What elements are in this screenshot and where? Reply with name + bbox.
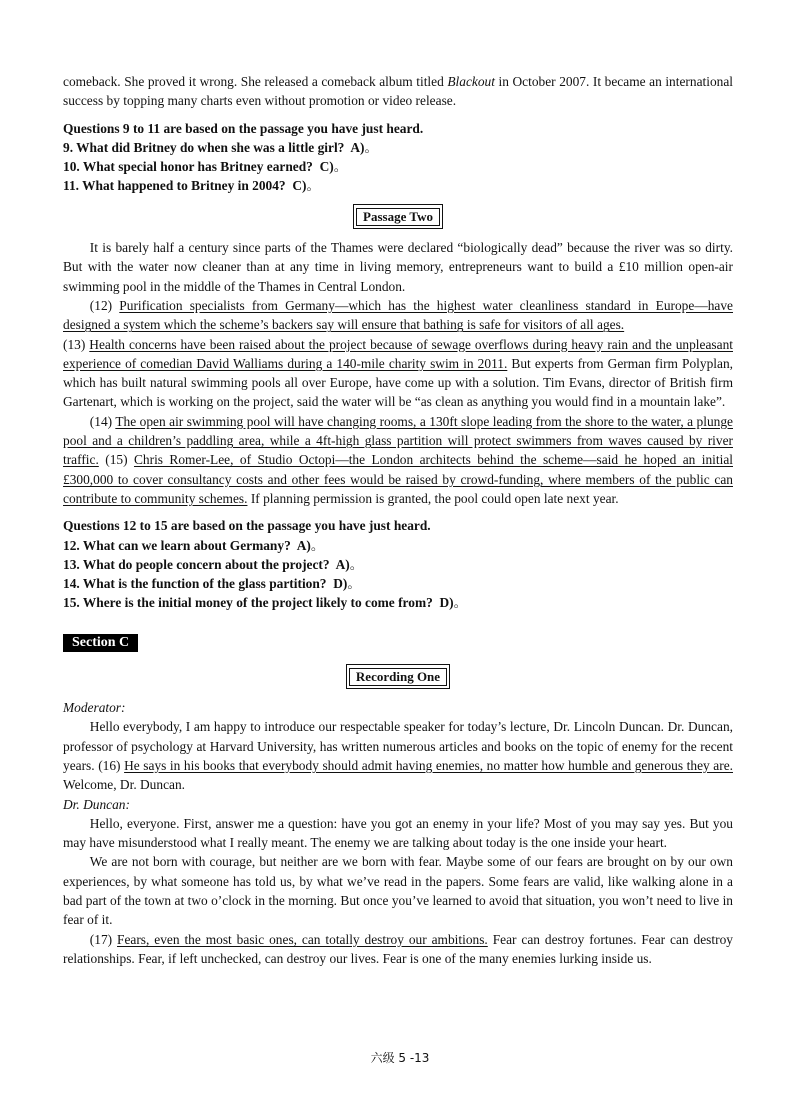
duncan-label: Dr. Duncan: (63, 796, 130, 812)
duncan-paragraph: Hello, everyone. First, answer me a question: have you got an enemy in your life? Most of you may say yes. But you may have misunderstood what I really meant. The enemy we are talking about today is the one inside your heart. (63, 815, 733, 851)
answer-letter: D) (439, 595, 454, 611)
underlined-answer-13: Health concerns have been raised about the project because of sewage overflows during heavy rain and the unpleasant experience of comedian David Walliams during a 140-mile charity swim in 2011. (63, 336, 733, 371)
moderator-paragraph: Hello everybody, I am happy to introduce our respectable speaker for today’s lecture, Dr. Lincoln Duncan. Dr. Duncan, professor of psychology at Harvard University, has written numerous articles and books on the topic of enemy for the recent years. (16) He says in his books that everybody should admit having enemies, no matter how humble and generous they are. Welcome, Dr. Duncan. (63, 719, 733, 793)
album-title: Blackout (447, 74, 495, 89)
answer-letter: A) (350, 139, 365, 155)
question-item: 15. Where is the initial money of the project likely to come from? D)。 (63, 595, 468, 611)
moderator-label: Moderator: (63, 700, 126, 716)
passage-paragraph: (12) Purification specialists from Germany—which has the highest water cleanliness standard in Europe—have designed a system which the scheme’s backers say will ensure that bathing is safe for visitors of all ages. (63, 297, 733, 333)
recording-one-title-box (346, 664, 450, 689)
answer-letter: C) (292, 178, 307, 194)
document-page (63, 72, 733, 968)
passage-paragraph: (14) The open air swimming pool will have changing rooms, a 130ft slope leading from the shore to the water, a plunge pool and a children’s paddling area, while a 4ft-high glass partition will protect swimmers from waves caused by river traffic. (15) Chris Romer-Lee, of Studio Octopi—the London architects behind the scheme—said he hoped an initial £300,000 to cover consultancy costs and other fees would be raised by crowd-funding, where members of the public can contribute to community schemes. If planning permission is granted, the pool could open late next year. (63, 413, 733, 506)
passage-paragraph: It is barely half a century since parts of the Thames were declared “biologically dead” because the river was so dirty. But with the water now cleaner than at any time in living memory, entrepreneurs want to build a £10 million open-air swimming pool in the middle of the Thames in Central London. (63, 240, 733, 294)
underlined-answer-14: The open air swimming pool will have changing rooms, a 130ft slope leading from the shore to the water, a plunge pool and a children’s paddling area, while a 4ft-high glass partition will protect swimmers from waves caused by river traffic. (63, 413, 733, 468)
underlined-answer-15: Chris Romer-Lee, of Studio Octopi—the London architects behind the scheme—said he hoped an initial £300,000 to cover consultancy costs and other fees would be raised by crowd-funding, where members of the public can contribute to community schemes. (63, 452, 733, 506)
question-item: 13. What do people concern about the project? A)。 (63, 556, 364, 572)
questions-9-11-header: Questions 9 to 11 are based on the passage you have just heard. (63, 120, 424, 136)
page-footer: 六级 5 -13 (370, 1051, 430, 1065)
duncan-paragraph: (17) Fears, even the most basic ones, can totally destroy our ambitions. Fear can destroy fortunes. Fear can destroy relationships. Fear, if left unchecked, can destroy our lives. Fear is one of the many enemies lurking inside us. (63, 931, 733, 966)
recording-one-title: Recording One (349, 668, 447, 686)
question-item: 12. What can we learn about Germany? A)。 (63, 537, 325, 553)
passage-two-title: Passage Two (356, 208, 440, 226)
answer-letter: A) (296, 537, 311, 553)
question-item: 11. What happened to Britney in 2004? C)。 (63, 178, 320, 194)
section-c-label: Section C (63, 634, 138, 652)
underlined-answer-12: Purification specialists from Germany—which has the highest water cleanliness standard in Europe—have designed a system which the scheme’s backers say will ensure that bathing is safe for visitors of all ages. (63, 297, 733, 333)
intro-paragraph: comeback. She proved it wrong. She released a comeback album titled Blackout in October 2007. It became an international success by topping many charts even without promotion or video release. (63, 74, 734, 109)
answer-letter: C) (319, 159, 334, 175)
underlined-answer-16: He says in his books that everybody should admit having enemies, no matter how humble and generous they are. (124, 757, 733, 773)
duncan-paragraph: We are not born with courage, but neither are we born with fear. Maybe some of our fears are brought on by our own experiences, by what someone has told us, by what we’ve read in the papers. Some fears are valid, like walking alone in a bad part of the town at two o’clock in the morning. But once you’ve learned to avoid that situation, you won’t need to live in fear of it. (63, 854, 733, 928)
question-item: 14. What is the function of the glass partition? D)。 (63, 576, 361, 592)
passage-paragraph: (13) Health concerns have been raised about the project because of sewage overflows during heavy rain and the unpleasant experience of comedian David Walliams during a 140-mile charity swim in 2011. But experts from German firm Polyplan, which has built natural swimming pools all over Europe, have come up with a solution. Tim Evans, director of British firm Gartenart, which is working on the project, said the water will be “as clean as anything you would find in a mountain lake”. (63, 336, 733, 410)
answer-letter: A) (335, 556, 350, 572)
question-item: 10. What special honor has Britney earned? C)。 (63, 159, 348, 175)
answer-letter: D) (333, 576, 348, 592)
passage-two-title-box (353, 204, 443, 229)
question-item: 9. What did Britney do when she was a little girl? A)。 (63, 139, 378, 155)
questions-12-15-header: Questions 12 to 15 are based on the passage you have just heard. (63, 518, 431, 534)
underlined-answer-17: Fears, even the most basic ones, can totally destroy our ambitions. (117, 931, 488, 947)
